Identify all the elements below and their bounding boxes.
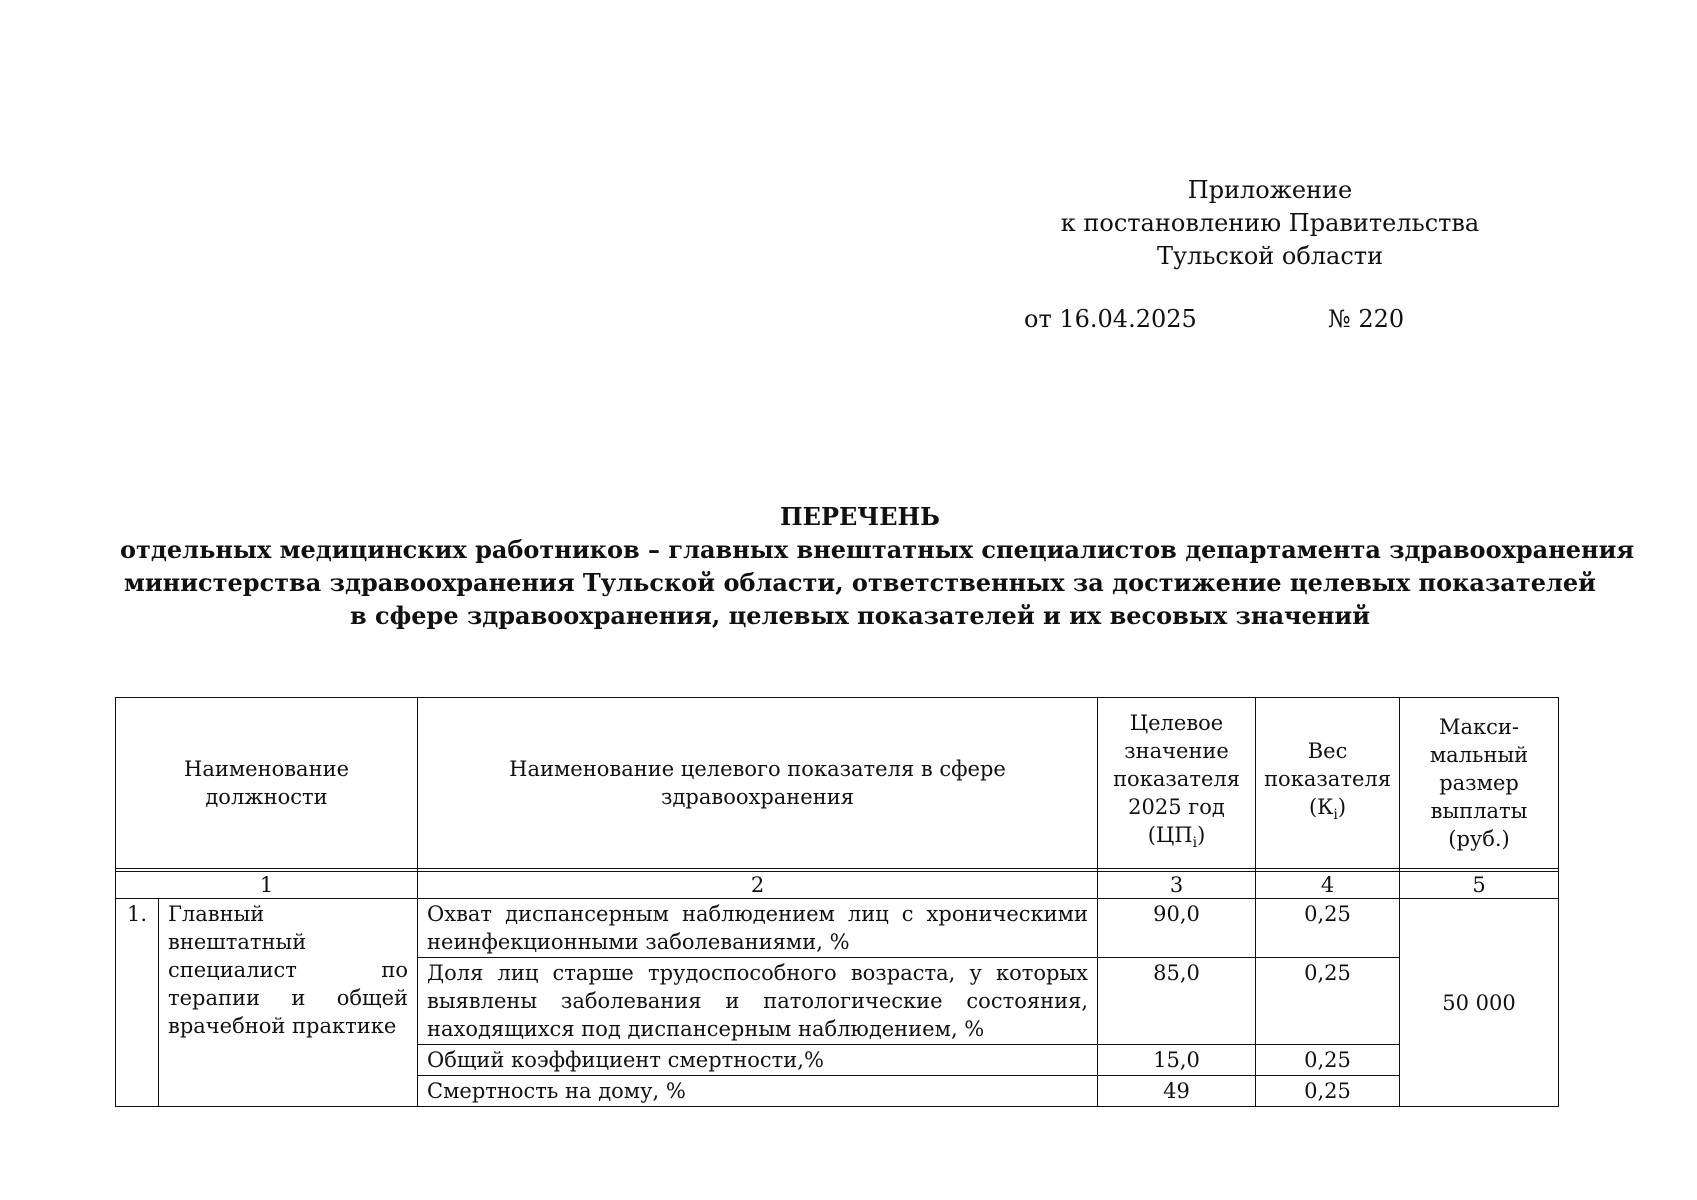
- header-max-pay: Макси-мальный размер выплаты (руб.): [1400, 698, 1559, 869]
- col-number: 4: [1256, 872, 1400, 899]
- position-name: Главный внештатный специалист по терапии и общей врачебной практике: [159, 899, 418, 1107]
- resolution-date: от 16.04.2025: [1024, 305, 1197, 333]
- title-heading: ПЕРЕЧЕНЬ: [780, 502, 940, 531]
- table-header-row: [116, 698, 1559, 869]
- header-indicator: Наименование целевого показателя в сфере здравоохранения: [418, 698, 1098, 869]
- max-payment: 50 000: [1400, 899, 1559, 1107]
- col-number: 2: [418, 872, 1098, 899]
- indicator-target: 90,0: [1098, 899, 1256, 958]
- table-row: [116, 899, 1559, 958]
- header-position: Наименование должности: [116, 698, 418, 869]
- header-target: Целевое значение показателя 2025 год $(ЦП_i)$: [1098, 698, 1256, 869]
- indicator-name: Доля лиц старше трудоспособного возраста, у которых выявлены заболевания и патологические состояния, находящихся под диспансерным наблюдением, %: [418, 958, 1098, 1045]
- col-number: 5: [1400, 872, 1559, 899]
- indicator-name: Смертность на дому, %: [418, 1076, 1098, 1107]
- appendix-title: Приложение: [1187, 176, 1353, 204]
- row-number: 1.: [116, 899, 159, 1107]
- appendix-block: [1060, 174, 1480, 273]
- title-line-2: министерства здравоохранения Тульской области, ответственных за достижение целевых показателей: [124, 568, 1596, 597]
- indicator-target: 49: [1098, 1076, 1256, 1107]
- indicator-weight: 0,25: [1256, 958, 1400, 1045]
- column-number-row: [116, 872, 1559, 899]
- title-line-1: отдельных медицинских работников – главных внештатных специалистов департамента здравоохранения: [120, 535, 1635, 564]
- appendix-subtitle: к постановлению Правительства: [1060, 209, 1480, 237]
- indicator-target: 15,0: [1098, 1045, 1256, 1076]
- indicator-name: Общий коэффициент смертности,%: [418, 1045, 1098, 1076]
- indicator-weight: 0,25: [1256, 1076, 1400, 1107]
- title-line-3: в сфере здравоохранения, целевых показателей и их весовых значений: [349, 601, 1370, 630]
- specialists-table: [115, 697, 1559, 1107]
- col-number: 1: [116, 872, 418, 899]
- resolution-number: № 220: [1328, 305, 1405, 333]
- col-number: 3: [1098, 872, 1256, 899]
- indicator-weight: 0,25: [1256, 1045, 1400, 1076]
- indicator-name: Охват диспансерным наблюдением лиц с хроническими неинфекционными заболеваниями, %: [418, 899, 1098, 958]
- header-weight: Вес показателя $(К_i)$: [1256, 698, 1400, 869]
- indicator-weight: 0,25: [1256, 899, 1400, 958]
- document-title: [120, 500, 1635, 632]
- indicator-target: 85,0: [1098, 958, 1256, 1045]
- appendix-region: Тульской области: [1156, 242, 1384, 270]
